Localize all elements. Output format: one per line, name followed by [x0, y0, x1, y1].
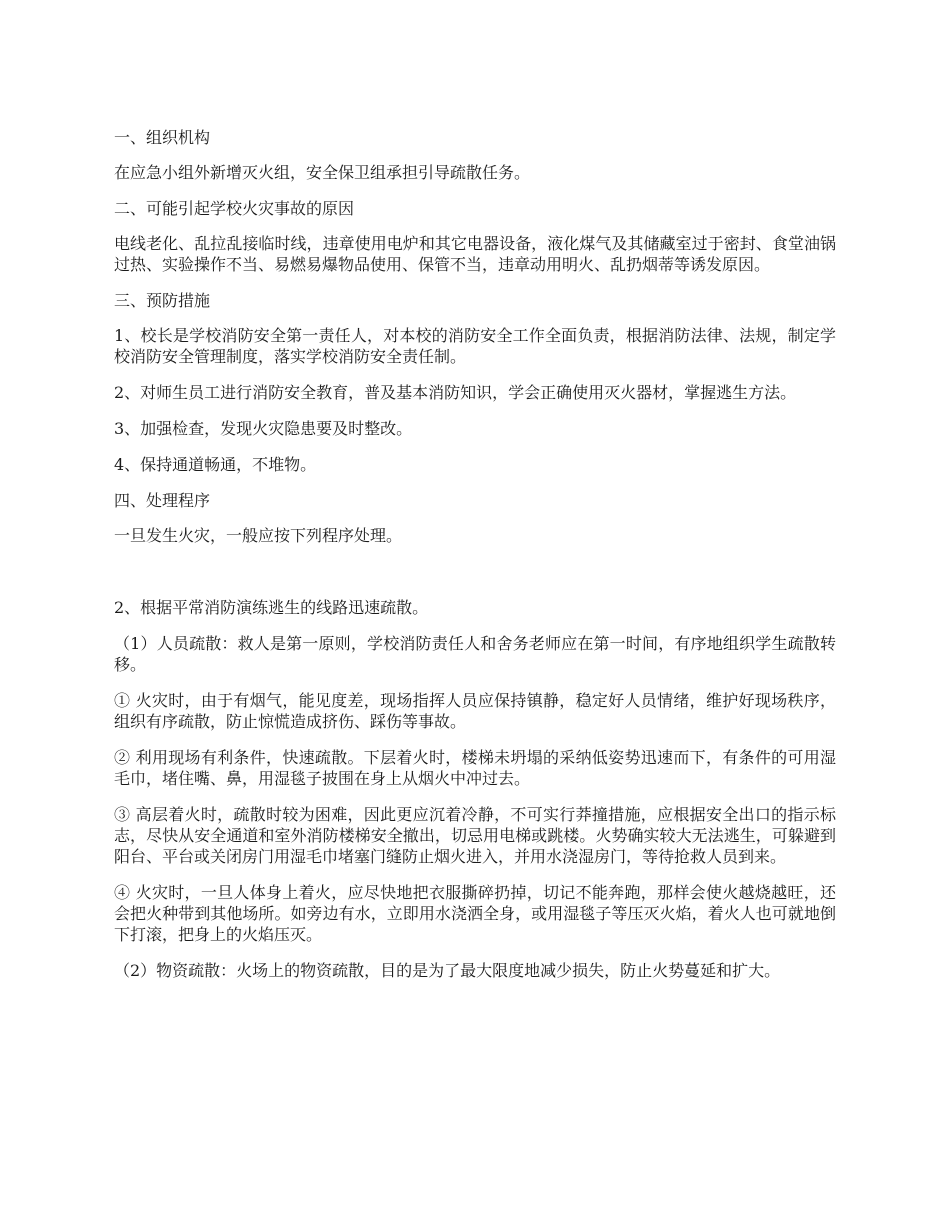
paragraph-item-4: ④ 火灾时，一旦人体身上着火，应尽快地把衣服撕碎扔掉，切记不能奔跑，那样会使火越烧越旺，还会把火种带到其他场所。如旁边有水，立即用水浇洒全身，或用湿毯子等压灭火焰，着火人也可就地倒下打滚，把身上的火焰压灭。	[114, 883, 836, 944]
section-b	[114, 597, 836, 981]
paragraph-personnel-evacuation: （1）人员疏散：救人是第一原则，学校消防责任人和舍务老师应在第一时间，有序地组织学生疏散转移。	[114, 634, 836, 674]
paragraph-item-2: ② 利用现场有利条件，快速疏散。下层着火时，楼梯未坍塌的采纳低姿势迅速而下，有条件的可用湿毛巾，堵住嘴、鼻，用湿毯子披围在身上从烟火中冲过去。	[114, 748, 836, 788]
paragraph-organization: 在应急小组外新增灭火组，安全保卫组承担引导疏散任务。	[114, 163, 531, 182]
paragraph-prevention-1: 1、校长是学校消防安全第一责任人，对本校的消防安全工作全面负责，根据消防法律、法规，制定学校消防安全管理制度，落实学校消防安全责任制。	[114, 326, 836, 366]
document-body	[114, 127, 836, 996]
paragraph-causes: 电线老化、乱拉乱接临时线，违章使用电炉和其它电器设备，液化煤气及其储藏室过于密封、食堂油锅过热、实验操作不当、易燃易爆物品使用、保管不当，违章动用明火、乱扔烟蒂等诱发原因。	[114, 234, 836, 274]
section-heading-procedure: 四、处理程序	[114, 491, 211, 510]
section-heading-prevention: 三、预防措施	[114, 291, 211, 310]
section-heading-organization: 一、组织机构	[114, 128, 211, 147]
section-a	[114, 127, 836, 546]
section-heading-causes: 二、可能引起学校火灾事故的原因	[114, 199, 355, 218]
paragraph-item-3: ③ 高层着火时，疏散时较为困难，因此更应沉着冷静，不可实行莽撞措施，应根据安全出口的指示标志，尽快从安全通道和室外消防楼梯安全撤出，切忌用电梯或跳楼。火势确实较大无法逃生，可躲避到阳台、平台或关闭房门用湿毛巾堵塞门缝防止烟火进入，并用水浇湿房门，等待抢救人员到来。	[114, 805, 836, 866]
paragraph-evacuation-route: 2、根据平常消防演练逃生的线路迅速疏散。	[114, 598, 429, 617]
section-gap	[114, 561, 836, 597]
paragraph-item-1: ① 火灾时，由于有烟气，能见度差，现场指挥人员应保持镇静，稳定好人员情绪，维护好现场秩序，组织有序疏散，防止惊慌造成挤伤、踩伤等事故。	[114, 691, 836, 731]
paragraph-prevention-4: 4、保持通道畅通，不堆物。	[114, 455, 317, 474]
paragraph-procedure-intro: 一旦发生火灾，一般应按下列程序处理。	[114, 526, 403, 545]
paragraph-prevention-2: 2、对师生员工进行消防安全教育，普及基本消防知识，学会正确使用灭火器材，掌握逃生方法。	[114, 383, 797, 402]
paragraph-material-evacuation: （2）物资疏散：火场上的物资疏散，目的是为了最大限度地减少损失，防止火势蔓延和扩大。	[114, 961, 781, 980]
paragraph-prevention-3: 3、加强检查，发现火灾隐患要及时整改。	[114, 419, 413, 438]
